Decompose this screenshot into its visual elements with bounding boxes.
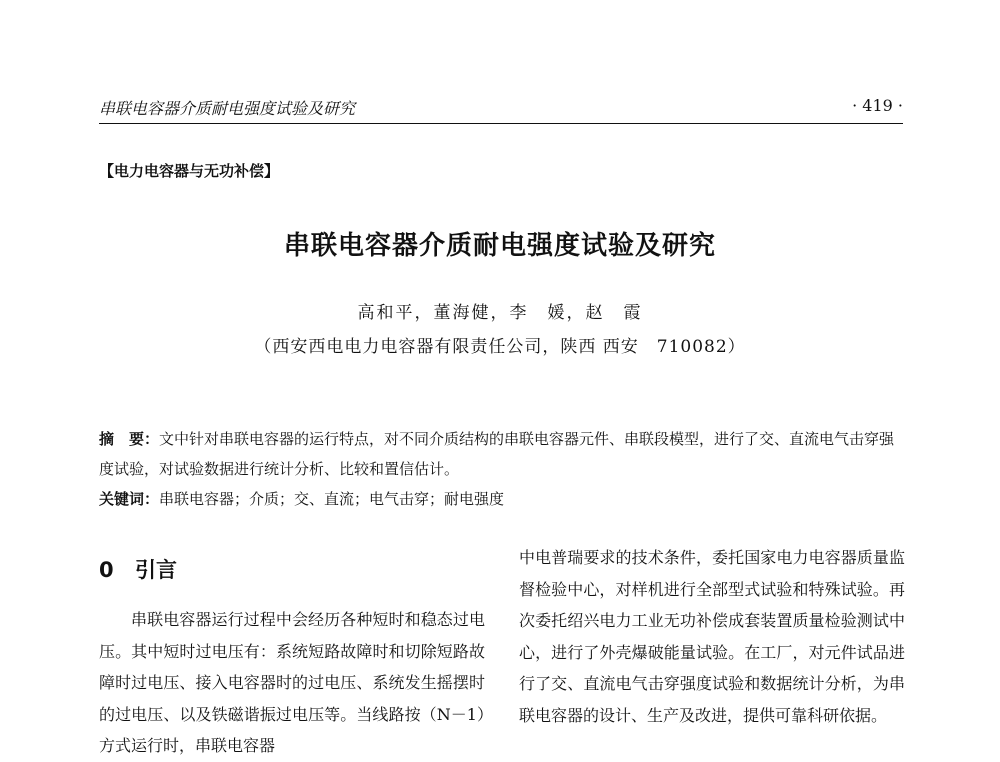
abstract-text: 文中针对串联电容器的运行特点，对不同介质结构的串联电容器元件、串联段模型，进行了交、直流电气击穿强度试验，对试验数据进行统计分析、比较和置信估计。	[99, 430, 895, 478]
keywords-label: 关键词：	[99, 490, 160, 508]
section-heading-intro	[99, 548, 485, 592]
article-title: 串联电容器介质耐电强度试验及研究	[283, 231, 716, 261]
right-column-paragraph: 中电普瑞要求的技术条件，委托国家电力电容器质量监督检验中心，对样机进行全部型式试验和特殊试验。再次委托绍兴电力工业无功补偿成套装置质量检验测试中心，进行了外壳爆破能量试验。在工厂，对元件试品进行了交、直流电气击穿强度试验和数据统计分析，为串联电容器的设计、生产及改进，提供可靠科研依据。	[519, 548, 905, 725]
right-column	[519, 542, 905, 731]
section-tag: 【电力电容器与无功补偿】	[99, 162, 280, 180]
intro-paragraph: 串联电容器运行过程中会经历各种短时和稳态过电压。其中短时过电压有：系统短路故障时和切除短路故障时过电压、接入电容器时的过电压、系统发生摇摆时的过电压、以及铁磁谐振过电压等。当线路按（N－1）方式运行时，串联电容器	[99, 610, 485, 755]
authors: 高和平，董海健，李 媛，赵 霞	[357, 303, 643, 323]
abstract-label: 摘 要：	[99, 430, 160, 448]
section-title: 引言	[135, 558, 177, 582]
keywords	[99, 484, 903, 514]
affiliation: （西安西电电力电容器有限责任公司，陕西 西安 710082）	[254, 337, 746, 357]
section-number: 0	[99, 558, 114, 582]
keywords-text: 串联电容器；介质；交、直流；电气击穿；耐电强度	[159, 490, 505, 508]
header-rule	[99, 123, 903, 124]
page-number: · 419 ·	[852, 96, 903, 115]
left-column	[99, 548, 485, 762]
abstract	[99, 424, 903, 484]
running-title: 串联电容器介质耐电强度试验及研究	[99, 99, 356, 118]
running-header	[99, 96, 903, 122]
